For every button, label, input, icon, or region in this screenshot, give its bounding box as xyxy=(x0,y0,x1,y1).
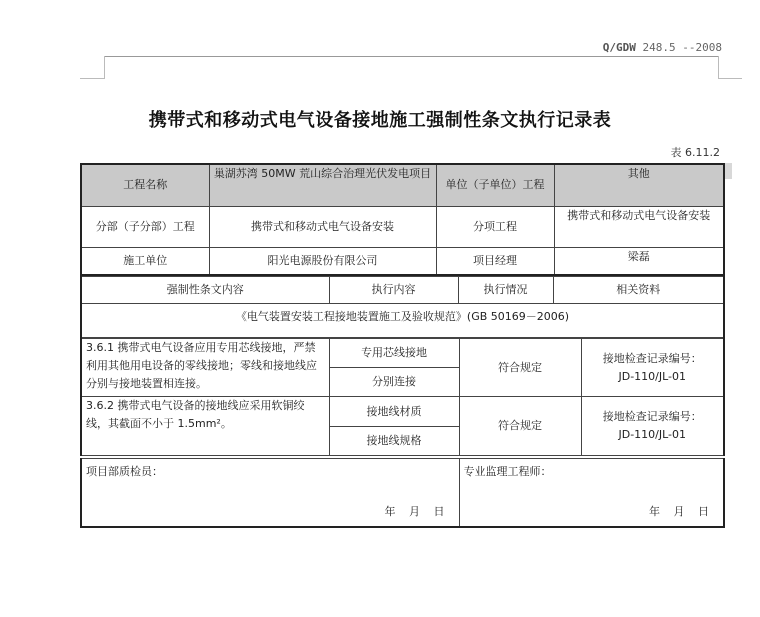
project-info-table xyxy=(80,163,725,276)
column-status: 执行情况 xyxy=(458,277,553,304)
column-reference: 相关资料 xyxy=(553,277,724,304)
clause-item: 专用芯线接地 xyxy=(329,339,459,368)
table-number: 表 6.11.2 xyxy=(670,146,720,159)
reference-label: 接地检查记录编号： xyxy=(602,351,702,365)
subitem-label: 分项工程 xyxy=(436,206,554,247)
reference-label: 接地检查记录编号： xyxy=(602,410,702,423)
clauses-table xyxy=(80,338,725,456)
manager-value: 梁磊 xyxy=(554,247,724,275)
division-value: 携带式和移动式电气设备安装 xyxy=(209,206,436,247)
clause-item: 接地线规格 xyxy=(329,427,459,456)
document-title: 携带式和移动式电气设备接地施工强制性条文执行记录表 xyxy=(148,110,612,131)
header-rule xyxy=(104,56,718,57)
clause-header-table xyxy=(80,276,725,338)
margin-marker xyxy=(724,163,732,179)
contractor-label: 施工单位 xyxy=(81,247,209,275)
unit-project-value: 其他 xyxy=(554,164,724,206)
clause-text: 3.6.2 携带式电气设备的接地线应采用软铜绞线，其截面不小于 1.5mm²。 xyxy=(81,397,329,456)
standard-code: Q/GDW 248.5 --2008 xyxy=(602,41,722,54)
contractor-value: 阳光电源股份有限公司 xyxy=(209,247,436,275)
manager-label: 项目经理 xyxy=(436,247,554,275)
project-name-label: 工程名称 xyxy=(81,164,209,206)
reference-code: JD-110/JL-01 xyxy=(618,428,687,441)
inspector-date: 年 月 日 xyxy=(81,499,459,527)
subitem-value: 携带式和移动式电气设备安装 xyxy=(554,206,724,247)
reference-code: JD-110/JL-01 xyxy=(618,369,687,383)
column-clause: 强制性条文内容 xyxy=(81,277,329,304)
unit-project-label: 单位（子单位）工程 xyxy=(436,164,554,206)
clause-status: 符合规定 xyxy=(459,397,581,456)
header-rule-left-tail xyxy=(80,78,105,79)
clause-item: 分别连接 xyxy=(329,368,459,397)
header-rule-right-tail xyxy=(718,78,742,79)
signature-table xyxy=(80,458,725,528)
header-rule-right xyxy=(718,56,719,79)
clause-item: 接地线材质 xyxy=(329,397,459,427)
header-rule-left xyxy=(104,56,105,79)
inspector-label: 项目部质检员： xyxy=(81,459,459,499)
division-label: 分部（子分部）工程 xyxy=(81,206,209,247)
column-content: 执行内容 xyxy=(329,277,458,304)
clause-reference xyxy=(581,339,724,397)
clause-status: 符合规定 xyxy=(459,339,581,397)
supervisor-label: 专业监理工程师： xyxy=(459,459,724,499)
clause-row xyxy=(81,339,724,368)
clause-text: 3.6.1 携带式电气设备应用专用芯线接地，严禁利用其他用电设备的零线接地；零线和接地线应分别与接地装置相连接。 xyxy=(81,339,329,397)
standard-title: 《电气装置安装工程接地装置施工及验收规范》(GB 50169－2006) xyxy=(81,304,724,338)
clause-reference xyxy=(581,397,724,456)
supervisor-date: 年 月 日 xyxy=(459,499,724,527)
project-name-value: 巢湖苏湾 50MW 荒山综合治理光伏发电项目 xyxy=(209,164,436,206)
clause-row xyxy=(81,397,724,427)
